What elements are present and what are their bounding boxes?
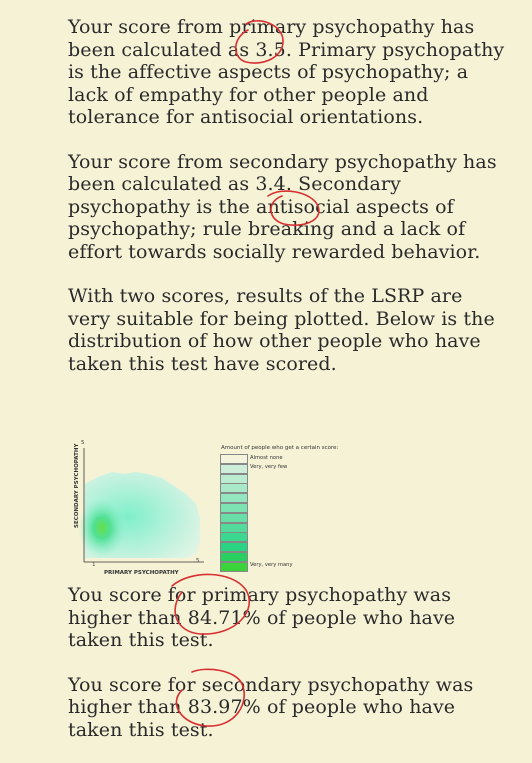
percentile-text (68, 584, 508, 763)
legend-swatch (220, 532, 248, 542)
legend-item (220, 493, 360, 503)
y-tick-max: 5 (81, 440, 85, 446)
legend-swatch (220, 552, 248, 562)
legend-item (220, 483, 360, 493)
legend-item (220, 513, 360, 523)
results-text (68, 16, 508, 397)
legend-swatch (220, 454, 248, 464)
legend-swatch (220, 513, 248, 523)
legend (220, 454, 360, 572)
legend-swatch (220, 483, 248, 493)
density-peak (78, 498, 126, 558)
legend-swatch (220, 464, 248, 474)
secondary-result-paragraph: Your score from secondary psychopathy has been calculated as 3.4. Secondary psychopathy is the antisocial aspects of psychopathy; rule breaking and a lack of effort towards socially rewarded behavior. (68, 150, 497, 263)
secondary-percentile-paragraph: You score for secondary psychopathy was higher than 83.97% of people who have taken this test. (68, 673, 474, 741)
y-axis-label: SECONDARY PSYCHOPATHY (74, 443, 80, 528)
legend-item (220, 464, 360, 474)
heatmap-plot (68, 438, 208, 578)
legend-swatch (220, 562, 248, 572)
legend-swatch (220, 542, 248, 552)
legend-item (220, 474, 360, 484)
plot-intro-paragraph: With two scores, results of the LSRP are very suitable for being plotted. Below is the distribution of how other people who have taken this test have scored. (68, 285, 495, 375)
legend-label: Very, very many (250, 562, 293, 569)
legend-item (220, 532, 360, 542)
legend-label: Almost none (250, 454, 283, 461)
legend-item (220, 542, 360, 552)
x-axis-label: PRIMARY PSYCHOPATHY (104, 570, 179, 576)
legend-item (220, 523, 360, 533)
legend-item (220, 552, 360, 562)
legend-item (220, 454, 360, 464)
legend-item (220, 503, 360, 513)
legend-swatch (220, 503, 248, 513)
legend-swatch (220, 474, 248, 484)
score-distribution-chart (68, 438, 358, 578)
x-tick-max: 5 (196, 558, 200, 564)
legend-title: Amount of people who get a certain score: (221, 445, 339, 451)
legend-label: Very, very few (250, 464, 288, 471)
legend-swatch (220, 523, 248, 533)
primary-percentile-paragraph: You score for primary psychopathy was higher than 84.71% of people who have taken this test. (68, 584, 456, 651)
primary-result-paragraph: Your score from primary psychopathy has been calculated as 3.5. Primary psychopathy is the affective aspects of psychopathy; a lack of empathy for other people and tolerance for antisocial orientations. (68, 16, 505, 128)
legend-item (220, 562, 360, 572)
x-tick-min: 1 (92, 562, 96, 568)
legend-swatch (220, 493, 248, 503)
